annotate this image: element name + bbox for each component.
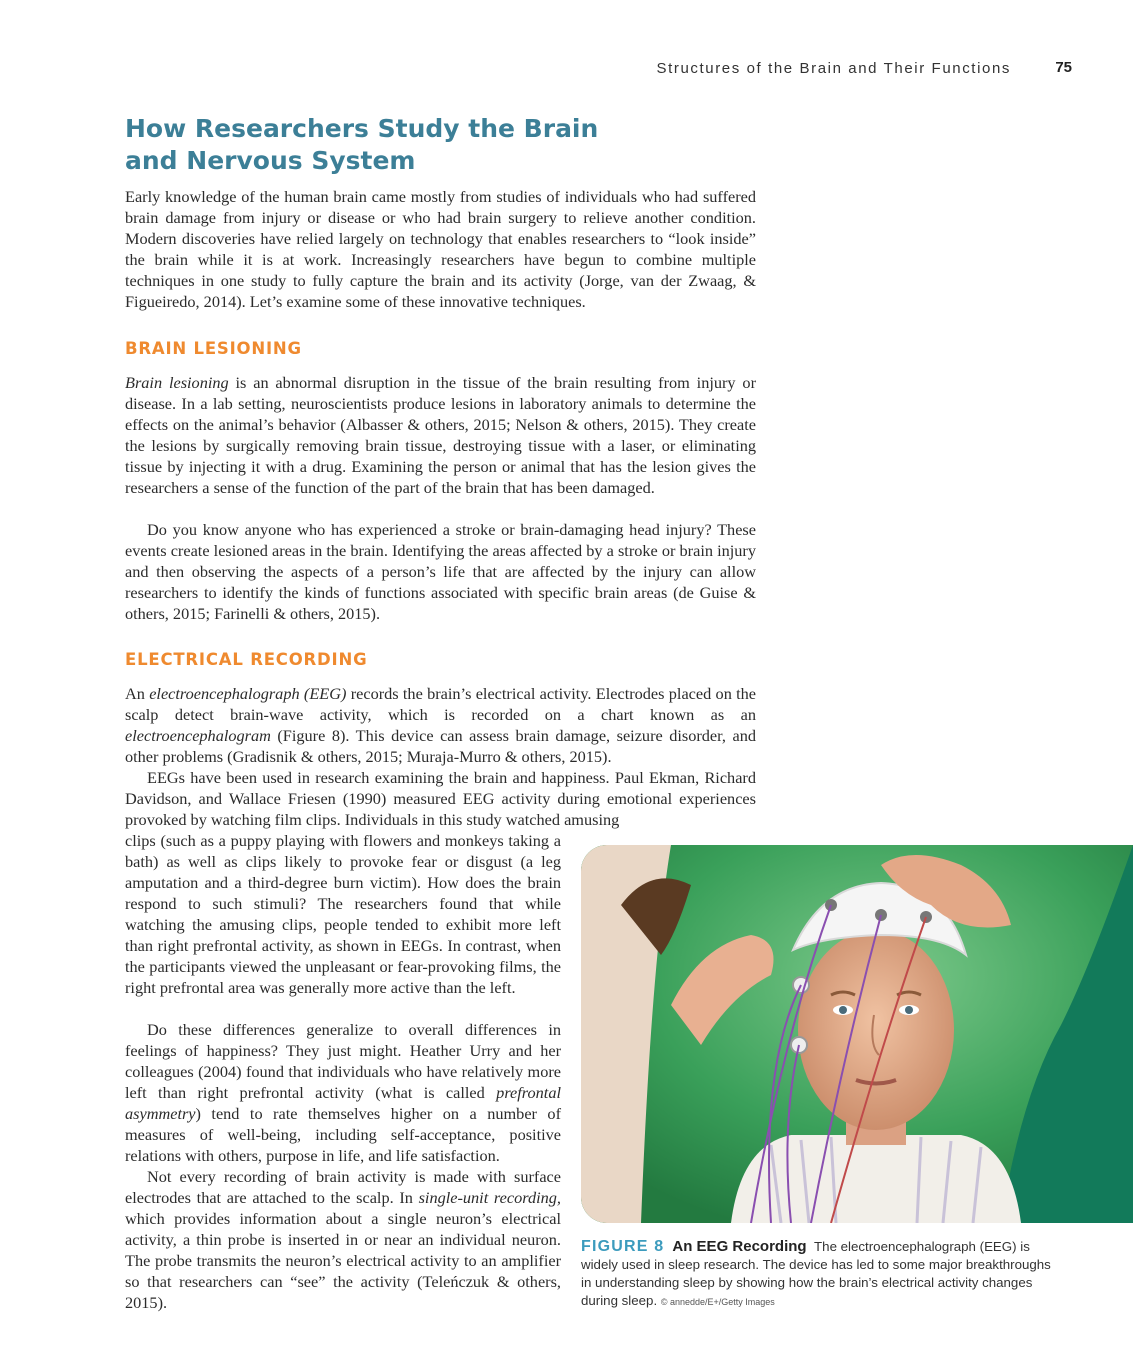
- brain-lesioning-paragraph-2: Do you know anyone who has experienced a stroke or brain-damaging head injury? These events create lesioned areas in the brain. Identifying the areas affected by a stroke or brain injury and then observing the aspects of a person’s life that are affected by the injury can allow researchers to identify the kinds of functions associated with specific brain areas (de Guise & others, 2015; Farinelli & others, 2015).: [125, 520, 756, 623]
- running-head: Structures of the Brain and Their Functions: [656, 60, 1011, 77]
- eeg-term: electroencephalograph (EEG): [149, 684, 347, 703]
- er-p1-c: (Figure 8). This device can assess brain damage, seizure disorder, and other problems (Gradisnik & others, 2015; Muraja-Murro & others, 2015).: [125, 726, 756, 766]
- electrical-recording-paragraph-2-continued: clips (such as a puppy playing with flowers and monkeys taking a bath) as well as clips likely to provoke fear or disgust (a leg amputation and a third-degree burn victim). How does the brain respond to such stimuli? The researchers found that while watching the amusing clips, people tended to exhibit more left than right prefrontal activity, as shown in EEGs. In contrast, when the participants viewed the unpleasant or fear-provoking films, the right prefrontal area was generally more active than the left.: [125, 831, 561, 997]
- electroencephalogram-term: electroencephalogram: [125, 726, 271, 745]
- figure-caption: [581, 1238, 1061, 1311]
- page-title-line2: and Nervous System: [125, 146, 416, 175]
- electrical-recording-paragraph-2-top: EEGs have been used in research examining the brain and happiness. Paul Ekman, Richard Davidson, and Wallace Friesen (1990) measured EEG activity during emotional experiences provoked by watching film clips. Individuals in this study watched amusing: [125, 768, 756, 829]
- er-p3-a: Do these differences generalize to overall differences in feelings of happiness? They just might. Heather Urry and her colleagues (2004) found that individuals who have relatively more left than right prefrontal activity (what is called: [125, 1020, 561, 1102]
- right-iris: [905, 1006, 913, 1014]
- page-number: 75: [1055, 59, 1072, 76]
- brain-lesioning-p1-text: is an abnormal disruption in the tissue of the brain resulting from injury or disease. In a lab setting, neuroscientists produce lesions in laboratory animals to determine the effects on the animal’s behavior (Albasser & others, 2015; Nelson & others, 2015). They create the lesions by surgically removing brain tissue, destroying tissue with a laser, or eliminating tissue by injecting it with a drug. Examining the person or animal that has the lesion gives the researchers a sense of the function of the part of the brain that has been damaged.: [125, 373, 756, 497]
- eeg-photo-illustration: [581, 845, 1133, 1223]
- brain-lesioning-paragraph-1: [125, 372, 756, 498]
- left-iris: [839, 1006, 847, 1014]
- intro-paragraph: Early knowledge of the human brain came mostly from studies of individuals who had suffered brain damage from injury or disease or who had brain surgery to relieve another condition. Modern discoveries have relied largely on technology that enables researchers to “look inside” the brain while it is at work. Increasingly researchers have begun to combine multiple techniques in one study to fully capture the brain and its activity (Jorge, van der Zwaag, & Figueiredo, 2014). Let’s examine some of these innovative techniques.: [125, 187, 756, 311]
- er-p1-a: An: [125, 684, 150, 703]
- page-title: [125, 113, 765, 177]
- figure-label: FIGURE 8: [581, 1238, 665, 1255]
- er-p4-b: which provides information about a single neuron’s electrical activity, a thin probe is inserted in or near an individual neuron. The probe transmits the neuron’s electrical activity to an amplifier so that researchers can “see” the activity (Teleńczuk & others, 2015).: [125, 1209, 561, 1312]
- prefrontal-asymmetry-term: prefrontal asymmetry: [125, 1083, 561, 1123]
- figure-credit: © annedde/E+/Getty Images: [660, 1297, 775, 1307]
- electrical-recording-paragraph-4: [125, 1166, 561, 1313]
- electrical-recording-paragraph-1: [125, 683, 756, 767]
- brain-lesioning-term: Brain lesioning: [125, 373, 229, 392]
- figure-title: An EEG Recording: [672, 1238, 807, 1255]
- electrical-recording-paragraph-3: [125, 1019, 561, 1166]
- page-title-line1: How Researchers Study the Brain: [125, 114, 599, 143]
- er-p1-b: records the brain’s electrical activity. Electrodes placed on the scalp detect brain-wave activity, which is recorded on a chart known as an: [125, 684, 757, 724]
- er-p3-b: ) tend to rate themselves higher on a number of measures of well-being, including self-acceptance, positive relations with others, purpose in life, and life satisfaction.: [125, 1104, 561, 1165]
- electrical-recording-heading: ELECTRICAL RECORDING: [125, 650, 368, 669]
- eeg-photo: [581, 845, 1133, 1223]
- brain-lesioning-heading: BRAIN LESIONING: [125, 339, 302, 358]
- er-p4-a: Not every recording of brain activity is made with surface electrodes that are attached to the scalp. In: [125, 1167, 561, 1207]
- figure-caption-text: The electroencephalograph (EEG) is widely used in sleep research. The device has led to some major breakthroughs in understanding sleep by showing how the brain’s electrical activity changes during sleep.: [581, 1239, 1051, 1308]
- single-unit-recording-term: single-unit recording,: [418, 1188, 561, 1207]
- face: [798, 930, 954, 1130]
